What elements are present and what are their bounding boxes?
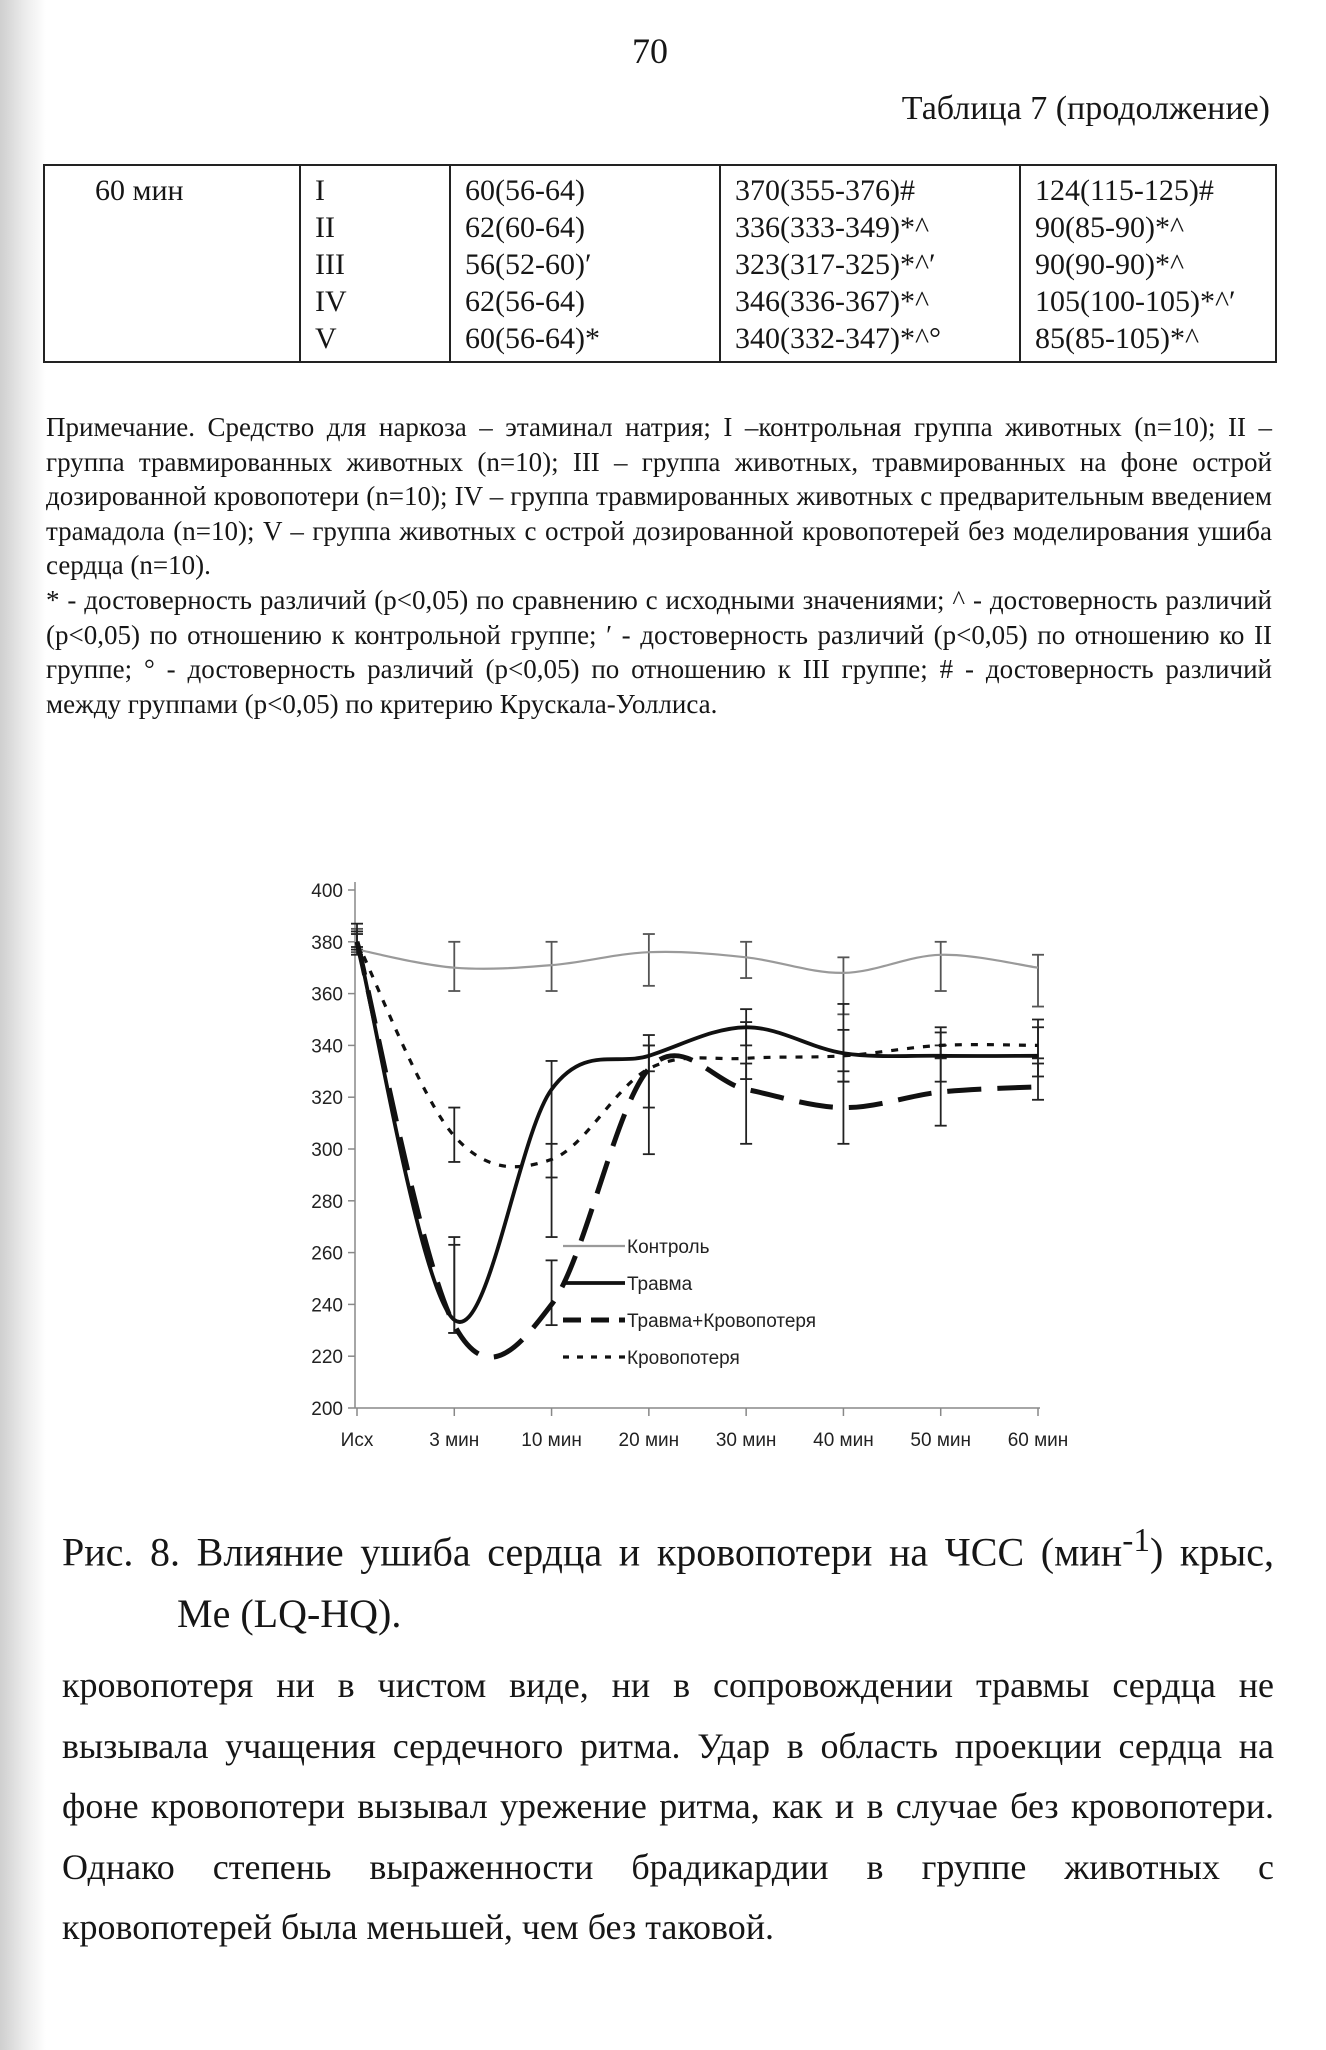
col-a-value: 62(60-64) <box>465 211 585 244</box>
x-tick-label: 10 мин <box>521 1430 582 1451</box>
series-line <box>357 942 1038 1322</box>
legend-label: Травма <box>627 1274 693 1295</box>
time-label: 60 мин <box>95 174 184 207</box>
y-tick-label: 200 <box>311 1399 343 1420</box>
figure-caption-line-1 <box>62 1510 1274 1583</box>
col-c-value: 105(100-105)*^′ <box>1035 285 1236 318</box>
group-label: IV <box>315 285 347 318</box>
x-tick-label: 20 мин <box>618 1430 680 1451</box>
y-tick-label: 360 <box>311 984 343 1006</box>
body-line: кровопотеря ни в чистом виде, ни в сопровождении травмы сердца не <box>62 1665 1274 1705</box>
figure-caption-line-2: Me (LQ-HQ). <box>177 1591 402 1637</box>
x-tick-label: 50 мин <box>910 1430 972 1451</box>
group-label: III <box>315 248 345 281</box>
x-tick-label: 40 мин <box>813 1430 874 1451</box>
table-caption: Таблица 7 (продолжение) <box>901 90 1270 127</box>
series-line <box>357 942 1038 1357</box>
col-c-value: 90(90-90)*^ <box>1035 248 1185 281</box>
y-tick-label: 220 <box>311 1347 343 1369</box>
note-significance: * - достоверность различий (p<0,05) по сравнению с исходными значениями; ^ - достоверность различий (p<0,05) по отношению к контрольной группе; ′ - достоверность различий (p<0,05) по отношению ко II группе; ° - достоверность различий (p<0,05) по отношению к III группе; # - достоверность различий между группами (p<0,05) по критерию Крускала-Уоллиса. <box>46 584 1272 719</box>
col-b-cell <box>720 165 1020 362</box>
y-tick-label: 280 <box>311 1191 343 1213</box>
note-groups: Примечание. Средство для наркоза – этаминал натрия; I –контрольная группа животных (n=10); II – группа травмированных животных (n=10); III – группа животных, травмированных на фоне острой дозированной кровопотери (n=10); IV – группа травмированных животных с предварительным введением трамадола (n=10); V – группа животных с острой дозированной кровопотерей без моделирования ушиба сердца (n=10). <box>46 412 1272 581</box>
page-number: 70 <box>632 31 668 71</box>
col-a-cell <box>450 165 720 362</box>
y-tick-label: 300 <box>311 1140 343 1161</box>
y-tick-label: 380 <box>311 932 343 954</box>
body-line: кровопотерей была меньшей, чем без таковой. <box>62 1907 775 1947</box>
heart-rate-chart <box>280 868 1100 1468</box>
y-tick-label: 260 <box>311 1243 343 1265</box>
col-c-value: 85(85-105)*^ <box>1035 322 1200 355</box>
time-cell <box>44 165 300 362</box>
figure-caption <box>62 1510 1274 1645</box>
y-tick-label: 240 <box>311 1295 343 1317</box>
legend-label: Контроль <box>627 1237 710 1258</box>
figure-caption-superscript: -1 <box>1122 1522 1150 1559</box>
group-label: V <box>315 322 337 355</box>
scan-shadow <box>0 0 46 2050</box>
x-tick-label: 60 мин <box>1007 1430 1069 1451</box>
col-b-value: 370(355-376)# <box>735 174 915 207</box>
group-label: II <box>315 211 335 244</box>
body-line: вызывала учащения сердечного ритма. Удар в область проекции сердца на <box>62 1725 1274 1766</box>
y-tick-label: 340 <box>311 1036 343 1058</box>
body-line: фоне кровопотери вызывал урежение ритма, как и в случае без кровопотери. <box>62 1786 1274 1826</box>
table-row <box>44 165 1276 362</box>
data-table <box>43 164 1277 363</box>
col-a-value: 62(56-64) <box>465 285 585 318</box>
series-line <box>357 950 1038 973</box>
figure-caption-text-end: ) крыс, <box>1149 1529 1274 1575</box>
col-c-cell <box>1020 165 1276 362</box>
legend-label: Кровопотеря <box>627 1348 740 1369</box>
col-b-value: 336(333-349)*^ <box>735 211 930 244</box>
figure-caption-text: Рис. 8. Влияние ушиба сердца и кровопотери на ЧСС (мин <box>62 1529 1123 1575</box>
col-c-value: 124(115-125)# <box>1035 174 1214 207</box>
y-tick-label: 400 <box>311 881 343 902</box>
body-paragraph <box>62 1655 1274 1958</box>
body-line: Однако степень выраженности брадикардии в группе животных с <box>62 1846 1274 1887</box>
x-tick-label: 3 мин <box>429 1430 480 1451</box>
x-tick-label: Исх <box>340 1430 374 1451</box>
col-a-value: 60(56-64)* <box>465 322 600 355</box>
group-cell <box>300 165 450 362</box>
col-b-value: 346(336-367)*^ <box>735 285 930 318</box>
col-a-value: 56(52-60)′ <box>465 248 592 281</box>
col-b-value: 323(317-325)*^′ <box>735 248 936 281</box>
col-a-value: 60(56-64) <box>465 174 585 207</box>
col-b-value: 340(332-347)*^° <box>735 322 942 355</box>
x-tick-label: 30 мин <box>715 1430 777 1451</box>
col-c-value: 90(85-90)*^ <box>1035 211 1185 244</box>
legend-label: Травма+Кровопотеря <box>627 1311 817 1332</box>
group-label: I <box>315 174 325 207</box>
y-tick-label: 320 <box>311 1088 343 1110</box>
table-note <box>46 410 1272 721</box>
